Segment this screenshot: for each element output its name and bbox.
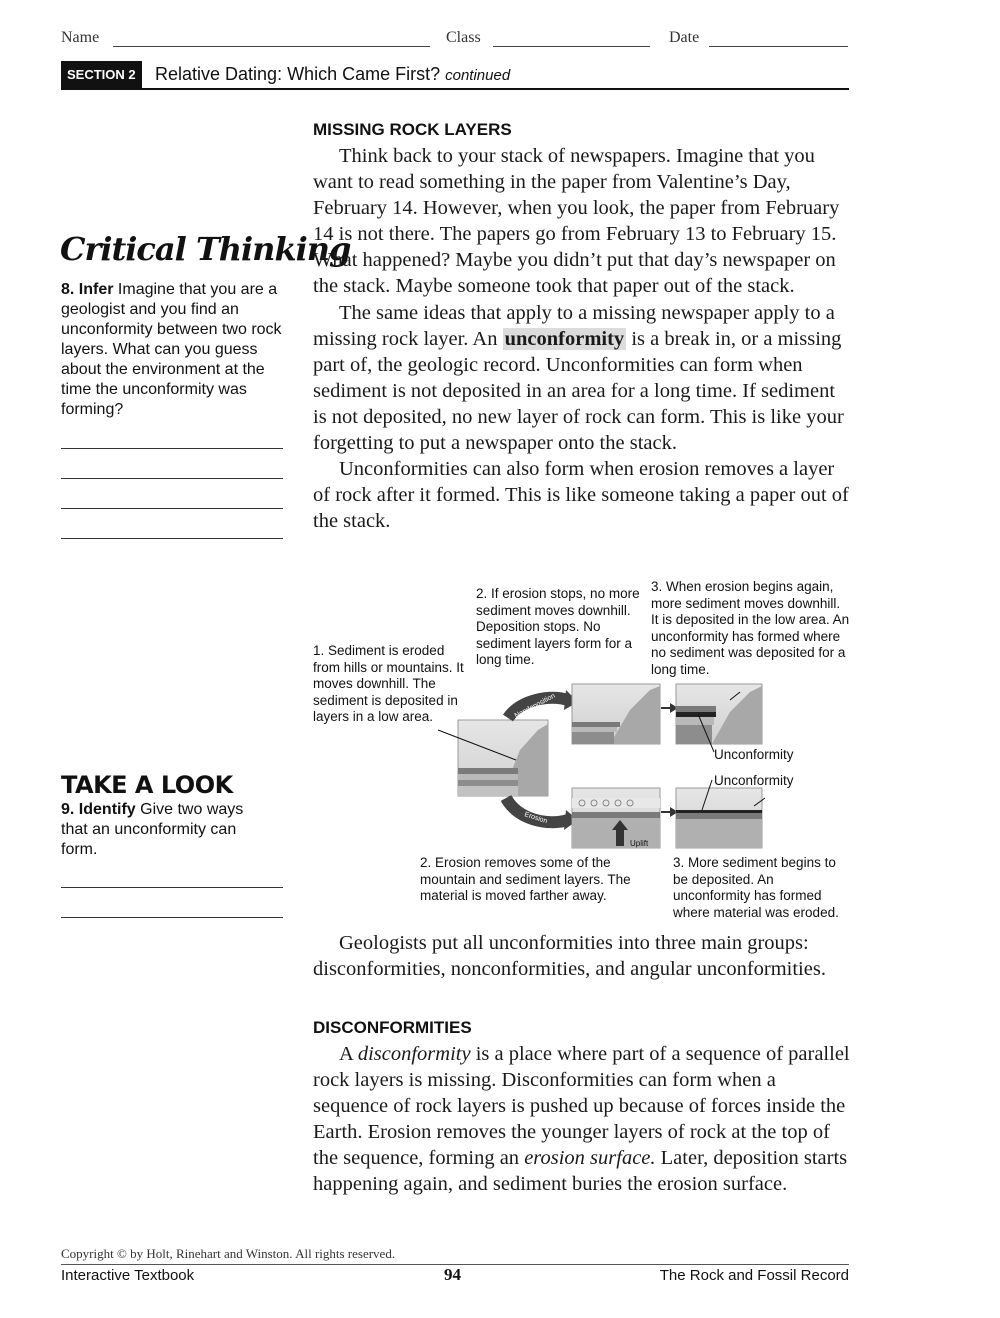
- date-field[interactable]: [709, 46, 848, 47]
- footer-left: Interactive Textbook: [61, 1267, 195, 1284]
- label-unconformity-bottom: Unconformity: [714, 773, 794, 788]
- main-text-block-1: [313, 143, 853, 534]
- answer-line-8-1[interactable]: [61, 448, 283, 449]
- question-9: [61, 800, 271, 860]
- unconformity-diagram: [420, 670, 850, 860]
- answer-line-9-1[interactable]: [61, 887, 283, 888]
- heading-missing-rock-layers: MISSING ROCK LAYERS: [313, 120, 512, 139]
- caption-top-2: 2. If erosion stops, no more sediment moves downhill. Deposition stops. No sediment layers form for a long time.: [476, 586, 640, 668]
- class-label: Class: [446, 29, 481, 46]
- heading-disconformities: DISCONFORMITIES: [313, 1018, 472, 1037]
- answer-line-9-2[interactable]: [61, 917, 283, 918]
- p5-start: A: [339, 1043, 353, 1065]
- p2-start: The same ideas that apply to a missing newspaper apply to a missing rock layer. An: [313, 301, 835, 350]
- footer-right: The Rock and Fossil Record: [659, 1267, 849, 1284]
- block-top-3: [676, 684, 762, 752]
- section-title-text: Relative Dating: Which Came First?: [155, 64, 441, 84]
- arrow-nondeposition-label: Nondeposition: [513, 692, 557, 720]
- copyright: Copyright © by Holt, Rinehart and Winston. All rights reserved.: [61, 1246, 396, 1261]
- caption-bottom-3: 3. More sediment begins to be deposited. An unconformity has formed where material was eroded.: [673, 855, 839, 920]
- term-erosion-surface: erosion surface.: [524, 1147, 656, 1170]
- section-bar: [61, 61, 849, 90]
- section-title: [155, 61, 510, 89]
- paragraph-4: Geologists put all unconformities into three main groups: disconformities, nonconformities, and angular unconformities.: [313, 932, 826, 981]
- answer-line-8-2[interactable]: [61, 478, 283, 479]
- section-continued: continued: [445, 67, 511, 84]
- paragraph-5: [313, 1041, 853, 1198]
- answer-line-8-4[interactable]: [61, 538, 283, 539]
- block-top-2: [572, 684, 660, 744]
- p2-end: is a break in, or a missing part of, the geologic record. Unconformities can form when sediment is not deposited in an area for a long time. If sediment is not deposited, no new layer of rock can form. This is like your forgetting to put a newspaper onto the stack.: [313, 327, 844, 455]
- q9-text: Give two ways that an unconformity can form.: [61, 801, 244, 858]
- keyword-unconformity: unconformity: [504, 327, 625, 350]
- take-a-look-title: TAKE A LOOK: [61, 771, 233, 799]
- answer-line-8-3[interactable]: [61, 508, 283, 509]
- section-tag: SECTION 2: [61, 61, 142, 88]
- p5-middle: is a place where part of a sequence of parallel rock layers is missing. Disconformities can form when a sequence of rock layers is pushed up because of forces inside the Earth. Erosion removes the younger layers of rock at the top of the sequence, forming an: [313, 1043, 850, 1170]
- term-disconformity: disconformity: [357, 1043, 471, 1065]
- main-text-block-3: [313, 1041, 853, 1198]
- q8-number: 8.: [61, 281, 75, 298]
- page-number: 94: [444, 1265, 461, 1284]
- block-bottom-2: [572, 788, 660, 848]
- q8-text: Imagine that you are a geologist and you find an unconformity between two rock layers. What can you guess about the environment at the time the unconformity was forming?: [61, 281, 282, 418]
- caption-step-1: 1. Sediment is eroded from hills or mountains. It moves downhill. The sediment is deposited in layers in a low area.: [313, 643, 464, 725]
- name-label: Name: [61, 29, 100, 46]
- block-bottom-3: [676, 780, 765, 848]
- class-field[interactable]: [493, 46, 650, 47]
- paragraph-3: Unconformities can also form when erosion removes a layer of rock after it formed. This is like someone taking a paper out of the stack.: [313, 458, 849, 533]
- name-field[interactable]: [113, 46, 430, 47]
- caption-top-3: 3. When erosion begins again, more sediment moves downhill. It is deposited in the low area. An unconformity has formed where no sediment was deposited for a long time.: [651, 579, 850, 677]
- q8-verb: Infer: [78, 281, 114, 298]
- p5-end: Later, deposition starts happening again, and sediment buries the erosion surface.: [313, 1147, 848, 1196]
- paragraph-1: Think back to your stack of newspapers. Imagine that you want to read something in the paper from Valentine’s Day, February 14. However, when you look, the paper from February 14 is not there. The papers go from February 13 to February 15. What happened? Maybe you didn’t put that day’s newspaper on the stack. Maybe someone took that paper out of the stack.: [313, 145, 840, 298]
- question-8: [61, 280, 286, 420]
- main-text-block-2: [313, 930, 853, 982]
- q9-number: 9.: [61, 801, 75, 818]
- uplift-label: Uplift: [630, 839, 649, 848]
- block-step-1: [458, 720, 548, 796]
- paragraph-2: [313, 300, 853, 457]
- date-label: Date: [669, 29, 700, 46]
- label-unconformity-top: Unconformity: [714, 747, 794, 762]
- caption-bottom-2: 2. Erosion removes some of the mountain and sediment layers. The material is moved farther away.: [420, 855, 631, 904]
- arrow-erosion-label: Erosion: [523, 811, 549, 826]
- critical-thinking-title: Critical Thinking: [60, 230, 351, 268]
- q9-verb: Identify: [78, 801, 136, 818]
